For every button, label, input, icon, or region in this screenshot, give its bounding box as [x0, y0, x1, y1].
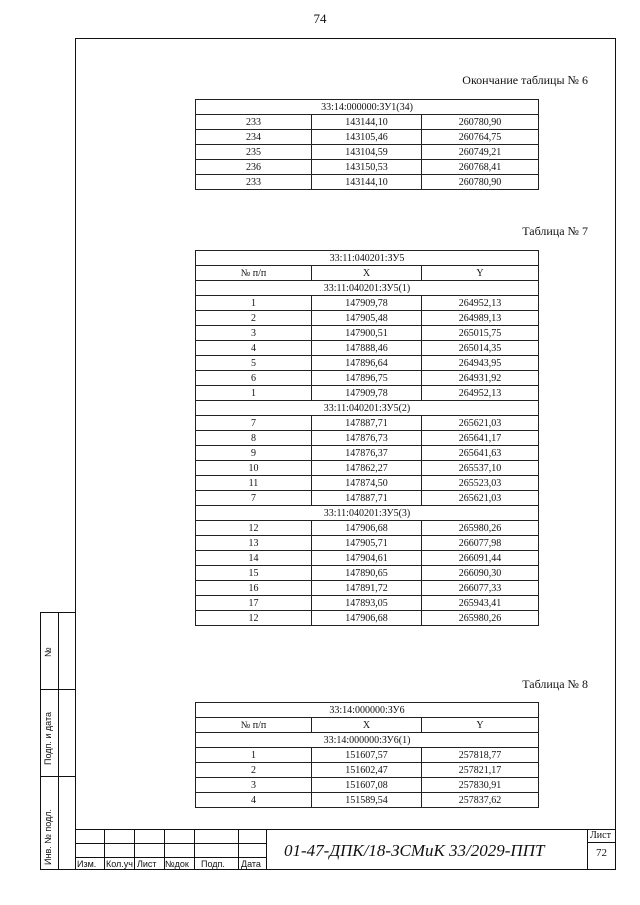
y-cell: 265523,03: [422, 476, 539, 491]
table-title-row: [196, 251, 539, 266]
x-cell: 147876,37: [312, 446, 422, 461]
section-title-row-cell: 33:14:000000:ЗУ6(1): [196, 733, 539, 748]
point-number-cell: 233: [196, 175, 312, 190]
point-number-cell: 4: [196, 793, 312, 808]
x-cell: 143144,10: [312, 175, 422, 190]
sheet-number: 72: [596, 847, 607, 859]
x-cell: 147888,46: [312, 341, 422, 356]
y-cell: Y: [422, 718, 539, 733]
y-cell: 266091,44: [422, 551, 539, 566]
sheet-label: Лист: [590, 830, 611, 841]
table-row: [196, 431, 539, 446]
table-row: [196, 446, 539, 461]
table-row: [196, 763, 539, 778]
point-number-cell: 6: [196, 371, 312, 386]
x-cell: 147905,48: [312, 311, 422, 326]
section-title-row-cell: 33:11:040201:ЗУ5(1): [196, 281, 539, 296]
point-number-cell: 17: [196, 596, 312, 611]
x-cell: 147909,78: [312, 296, 422, 311]
y-cell: 265621,03: [422, 416, 539, 431]
table-row: [196, 371, 539, 386]
stamp-col-change: Изм.: [77, 859, 97, 869]
x-cell: 143150,53: [312, 160, 422, 175]
point-number-cell: 8: [196, 431, 312, 446]
table-row: [196, 130, 539, 145]
x-cell: 147890,65: [312, 566, 422, 581]
table6: [195, 99, 539, 190]
side-divider-2: [41, 776, 76, 777]
table-row: [196, 145, 539, 160]
table-title-row: [196, 100, 539, 115]
table-header-row: [196, 718, 539, 733]
table-row: [196, 596, 539, 611]
y-cell: 265641,17: [422, 431, 539, 446]
x-cell: 151607,08: [312, 778, 422, 793]
point-number-cell: 2: [196, 763, 312, 778]
table6-caption: Окончание таблицы № 6: [462, 73, 588, 87]
point-number-cell: 5: [196, 356, 312, 371]
table-title-row-cell: 33:14:000000:ЗУ1(34): [196, 100, 539, 115]
table-row: [196, 175, 539, 190]
point-number-cell: 11: [196, 476, 312, 491]
x-cell: 147862,27: [312, 461, 422, 476]
table-row: [196, 160, 539, 175]
stamp-col-doc: №док: [165, 859, 189, 869]
table-row: [196, 611, 539, 626]
y-cell: 264952,13: [422, 386, 539, 401]
table-title-row: [196, 703, 539, 718]
y-cell: 265980,26: [422, 521, 539, 536]
y-cell: 257837,62: [422, 793, 539, 808]
point-number-cell: 9: [196, 446, 312, 461]
x-cell: 151589,54: [312, 793, 422, 808]
point-number-cell: 12: [196, 611, 312, 626]
title-block: [75, 829, 616, 870]
table8-caption: Таблица № 8: [522, 677, 588, 691]
point-number-cell: 13: [196, 536, 312, 551]
point-number-cell: № п/п: [196, 718, 312, 733]
x-cell: 147874,50: [312, 476, 422, 491]
section-title-row: [196, 281, 539, 296]
y-cell: 265014,35: [422, 341, 539, 356]
table-row: [196, 311, 539, 326]
point-number-cell: 3: [196, 778, 312, 793]
y-cell: 257830,91: [422, 778, 539, 793]
point-number-cell: 234: [196, 130, 312, 145]
table7: [195, 250, 539, 626]
table-row: [196, 778, 539, 793]
y-cell: 265015,75: [422, 326, 539, 341]
y-cell: 264931,92: [422, 371, 539, 386]
y-cell: 260780,90: [422, 175, 539, 190]
side-strip: [40, 612, 75, 870]
x-cell: 143105,46: [312, 130, 422, 145]
x-cell: 147887,71: [312, 491, 422, 506]
point-number-cell: 3: [196, 326, 312, 341]
side-label-number: №: [43, 647, 53, 657]
y-cell: 265537,10: [422, 461, 539, 476]
table-row: [196, 461, 539, 476]
y-cell: 266077,98: [422, 536, 539, 551]
y-cell: 257821,17: [422, 763, 539, 778]
table-row: [196, 416, 539, 431]
side-divider-1: [41, 689, 76, 690]
section-title-row-cell: 33:11:040201:ЗУ5(3): [196, 506, 539, 521]
x-cell: 147909,78: [312, 386, 422, 401]
point-number-cell: 4: [196, 341, 312, 356]
y-cell: 265641,63: [422, 446, 539, 461]
table-row: [196, 566, 539, 581]
table-title-row-cell: 33:11:040201:ЗУ5: [196, 251, 539, 266]
point-number-cell: 15: [196, 566, 312, 581]
page-number: 74: [313, 11, 327, 26]
y-cell: Y: [422, 266, 539, 281]
point-number-cell: 236: [196, 160, 312, 175]
table-row: [196, 115, 539, 130]
point-number-cell: 14: [196, 551, 312, 566]
stamp-col-count: Кол.уч: [106, 859, 133, 869]
side-label-inventory: Инв. № подл.: [43, 808, 53, 865]
x-cell: 147896,75: [312, 371, 422, 386]
table8: [195, 702, 539, 808]
x-cell: 147906,68: [312, 611, 422, 626]
table-row: [196, 356, 539, 371]
table-row: [196, 551, 539, 566]
point-number-cell: 10: [196, 461, 312, 476]
x-cell: 147905,71: [312, 536, 422, 551]
point-number-cell: 7: [196, 491, 312, 506]
point-number-cell: 235: [196, 145, 312, 160]
table-row: [196, 793, 539, 808]
section-title-row: [196, 401, 539, 416]
x-cell: 143144,10: [312, 115, 422, 130]
table-header-row: [196, 266, 539, 281]
y-cell: 260768,41: [422, 160, 539, 175]
x-cell: 147900,51: [312, 326, 422, 341]
stamp-col-sheet: Лист: [137, 859, 157, 869]
side-strip-divider: [58, 613, 59, 869]
y-cell: 257818,77: [422, 748, 539, 763]
y-cell: 264952,13: [422, 296, 539, 311]
x-cell: 147887,71: [312, 416, 422, 431]
table-row: [196, 476, 539, 491]
y-cell: 260780,90: [422, 115, 539, 130]
point-number-cell: 1: [196, 386, 312, 401]
section-title-row-cell: 33:11:040201:ЗУ5(2): [196, 401, 539, 416]
x-cell: 151602,47: [312, 763, 422, 778]
x-cell: 147891,72: [312, 581, 422, 596]
table7-caption: Таблица № 7: [522, 224, 588, 238]
point-number-cell: 1: [196, 296, 312, 311]
point-number-cell: № п/п: [196, 266, 312, 281]
table-row: [196, 491, 539, 506]
table-row: [196, 296, 539, 311]
section-title-row: [196, 733, 539, 748]
y-cell: 265621,03: [422, 491, 539, 506]
table-row: [196, 326, 539, 341]
y-cell: 260749,21: [422, 145, 539, 160]
x-cell: 151607,57: [312, 748, 422, 763]
stamp-col-signature: Подп.: [201, 859, 225, 869]
y-cell: 266077,33: [422, 581, 539, 596]
table-row: [196, 581, 539, 596]
point-number-cell: 16: [196, 581, 312, 596]
x-cell: 147896,64: [312, 356, 422, 371]
table-row: [196, 386, 539, 401]
table-row: [196, 748, 539, 763]
section-title-row: [196, 506, 539, 521]
stamp-col-date: Дата: [241, 859, 261, 869]
point-number-cell: 1: [196, 748, 312, 763]
table-row: [196, 341, 539, 356]
table-title-row-cell: 33:14:000000:ЗУ6: [196, 703, 539, 718]
point-number-cell: 233: [196, 115, 312, 130]
x-cell: 147893,05: [312, 596, 422, 611]
x-cell: 147906,68: [312, 521, 422, 536]
document-number: 01-47-ДПК/18-ЗСМиК 33/2029-ППТ: [284, 841, 545, 860]
table-row: [196, 536, 539, 551]
point-number-cell: 12: [196, 521, 312, 536]
table-row: [196, 521, 539, 536]
x-cell: 147904,61: [312, 551, 422, 566]
point-number-cell: 7: [196, 416, 312, 431]
x-cell: 143104,59: [312, 145, 422, 160]
x-cell: 147876,73: [312, 431, 422, 446]
x-cell: X: [312, 266, 422, 281]
x-cell: X: [312, 718, 422, 733]
y-cell: 266090,30: [422, 566, 539, 581]
y-cell: 264989,13: [422, 311, 539, 326]
y-cell: 265943,41: [422, 596, 539, 611]
y-cell: 260764,75: [422, 130, 539, 145]
y-cell: 264943,95: [422, 356, 539, 371]
point-number-cell: 2: [196, 311, 312, 326]
side-label-signature-date: Подп. и дата: [43, 711, 53, 765]
y-cell: 265980,26: [422, 611, 539, 626]
